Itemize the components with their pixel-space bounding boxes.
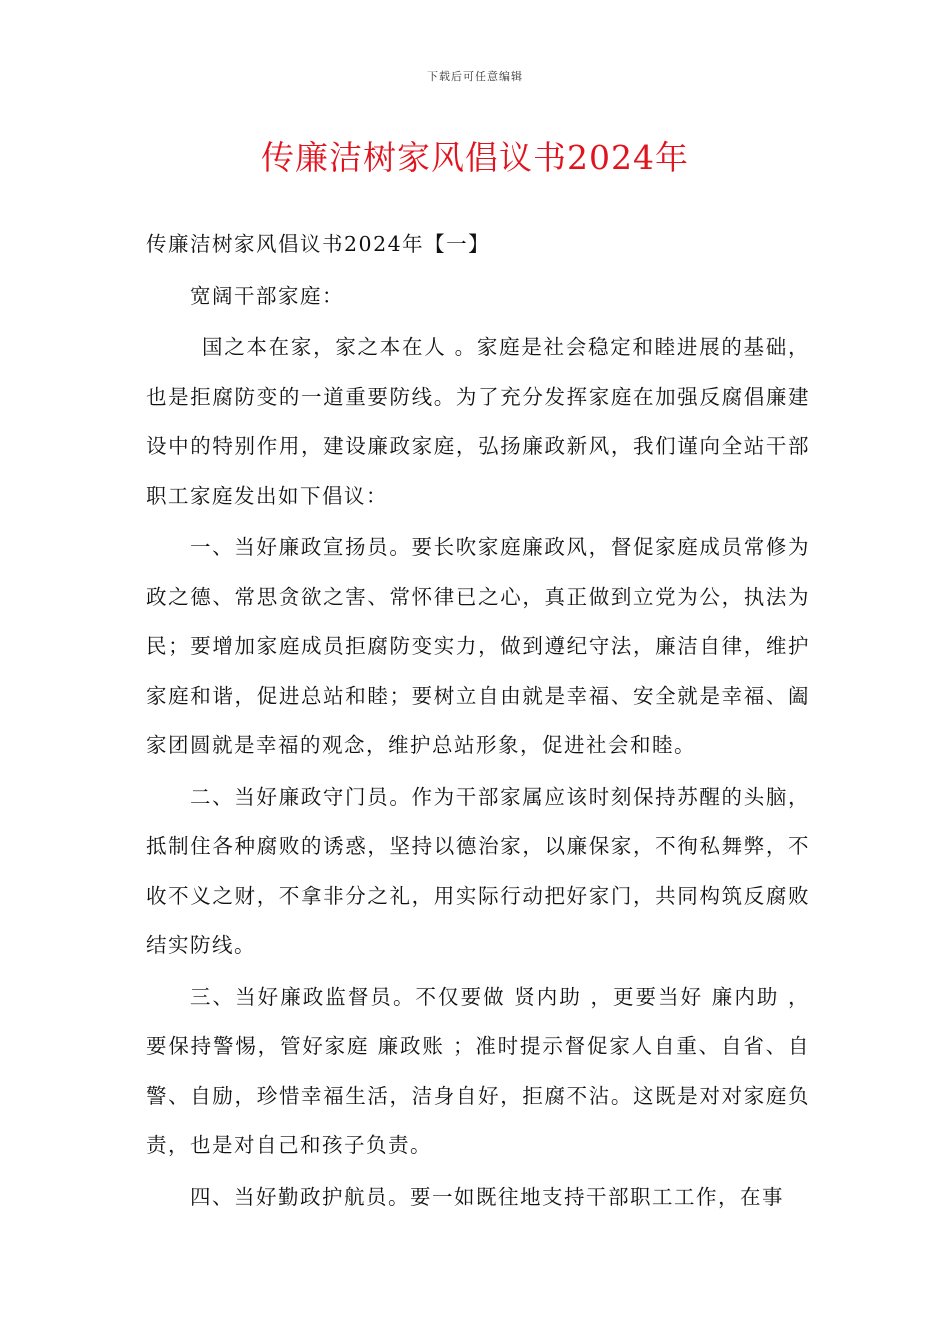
paragraph-item-1: 一、当好廉政宣扬员。要长吹家庭廉政风，督促家庭成员常修为政之德、常思贪欲之害、常怀律已之心，真正做到立党为公，执法为民；要增加家庭成员拒腐防变实力，做到遵纪守法，廉洁自律，维护家庭和谐，促进总站和睦；要树立自由就是幸福、安全就是幸福、阖家团圆就是幸福的观念，维护总站形象，促进社会和睦。 bbox=[146, 535, 810, 757]
paragraph-item-2: 二、当好廉政守门员。作为干部家属应该时刻保持苏醒的头脑，抵制住各种腐败的诱惑，坚持以德治家，以廉保家，不徇私舞弊，不收不义之财，不拿非分之礼，用实际行动把好家门，共同构筑反腐败结实防线。 bbox=[146, 784, 810, 957]
document-title: 传廉洁树家风倡议书2024年 bbox=[261, 138, 689, 177]
section-heading: 传廉洁树家风倡议书2024年【一】 bbox=[146, 232, 491, 256]
salutation: 宽阔干部家庭： bbox=[190, 283, 344, 308]
document-body bbox=[146, 220, 810, 1224]
paragraph-item-4: 四、当好勤政护航员。要一如既往地支持干部职工工作，在事 bbox=[190, 1184, 784, 1209]
page-header-note: 下载后可任意编辑 bbox=[427, 70, 523, 83]
paragraph-intro: 国之本在家，家之本在人 。家庭是社会稳定和睦进展的基础，也是拒腐防变的一道重要防线。为了充分发挥家庭在加强反腐倡廉建设中的特别作用，建设廉政家庭，弘扬廉政新风，我们谨向全站干部职工家庭发出如下倡议： bbox=[146, 335, 810, 508]
paragraph-item-3: 三、当好廉政监督员。不仅要做 贤内助 ，更要当好 廉内助 ，要保持警惕，管好家庭 廉政账 ；准时提示督促家人自重、自省、自警、自励，珍惜幸福生活，洁身自好，拒腐不沾。这既是对对家庭负责，也是对自己和孩子负责。 bbox=[146, 984, 810, 1157]
